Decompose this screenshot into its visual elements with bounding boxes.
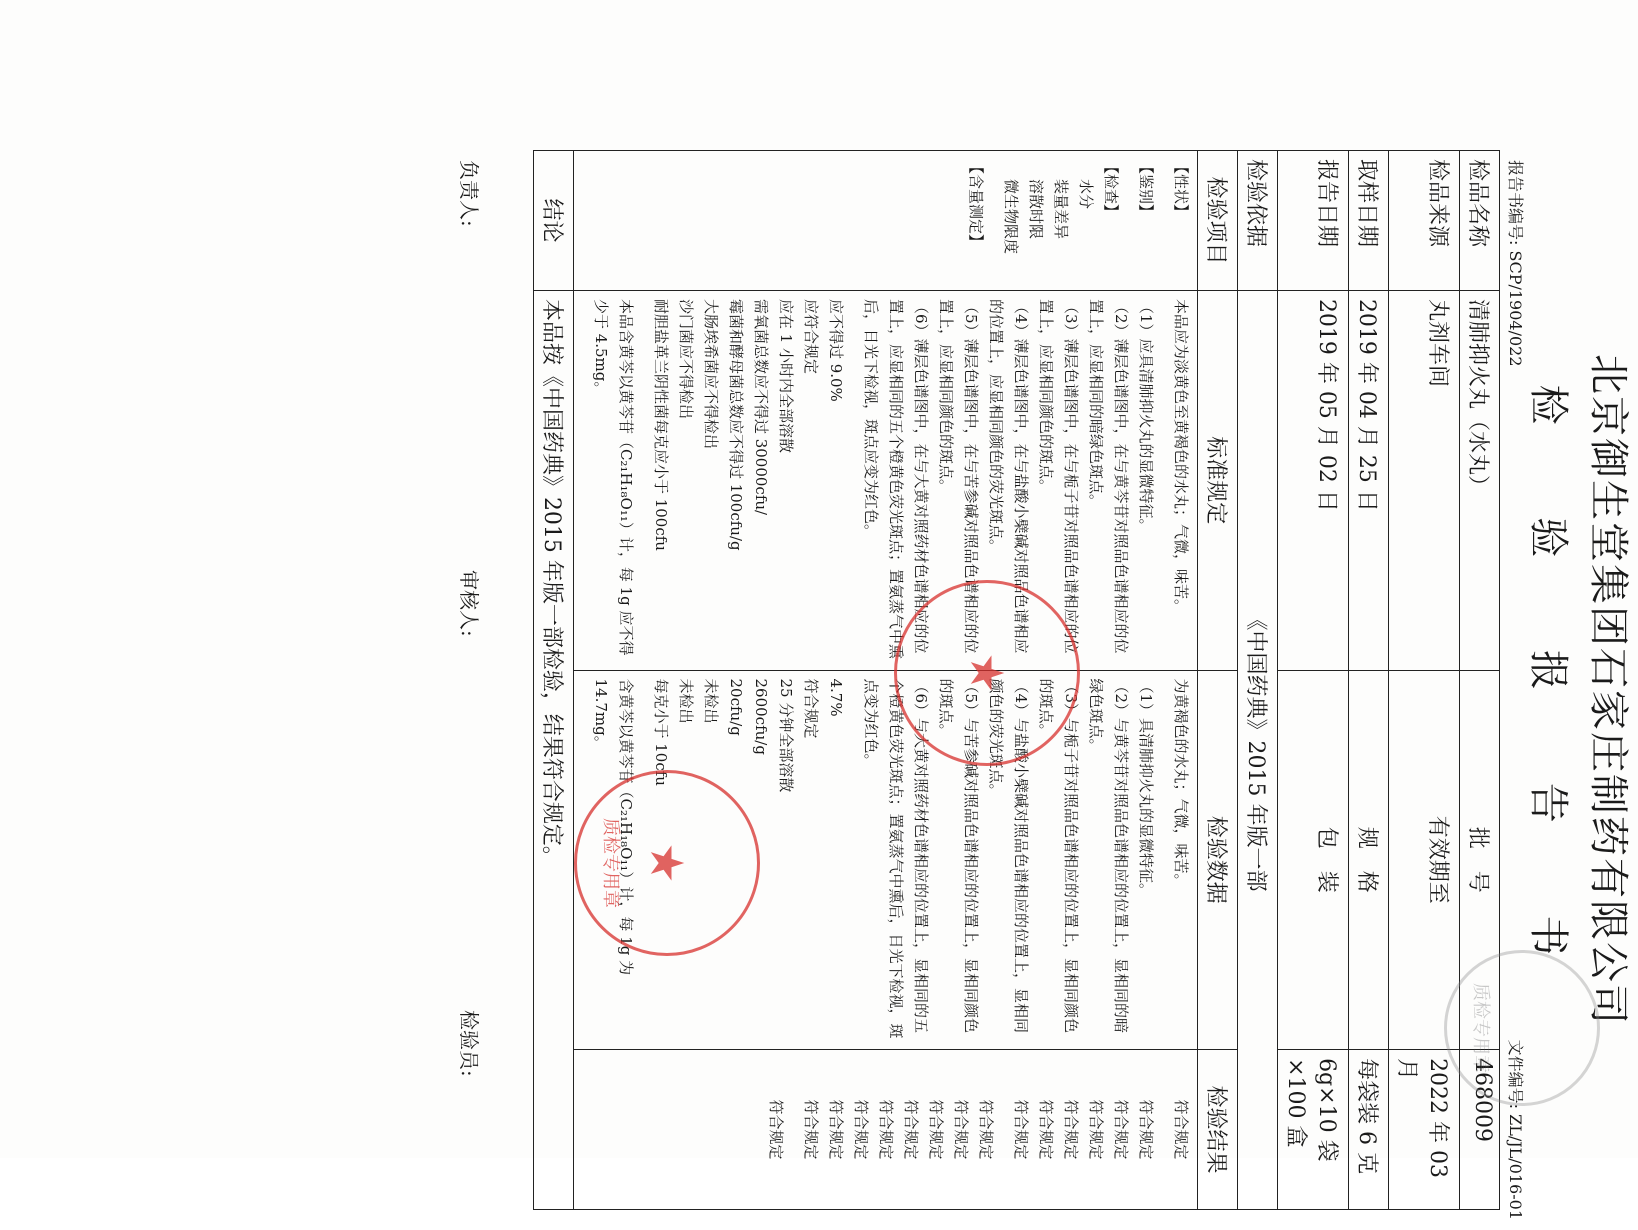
items-column [574, 151, 1198, 291]
data-line: 符合规定 [802, 678, 820, 739]
section-spacer [988, 159, 998, 282]
basis-value: 《中国药典》2015 年版一部 [1238, 290, 1278, 1209]
data-line: 每克小于 10cfu [652, 678, 670, 786]
section-spacer [1158, 299, 1168, 662]
standard-line: 沙门菌应不得检出 [677, 298, 695, 419]
result-line: 符合规定 [1087, 1099, 1105, 1160]
report-number-label: 报告书编号: [1506, 160, 1525, 246]
check-item: 溶散时限 [1027, 179, 1045, 240]
product-label: 检品名称 [1460, 151, 1500, 291]
conclusion-label: 结论 [534, 151, 574, 291]
data-line: （6）与大黄对照药材色谱相应的位置上，显相同的五个橙黄色荧光斑点；置氨蒸气中熏后，日光下检视，斑点变为红色。 [862, 678, 930, 1039]
check-item: 装量差异 [1052, 179, 1070, 240]
section-spacer [638, 299, 648, 662]
data-line: 20cfu/g [727, 678, 745, 736]
section-spacer [998, 1058, 1008, 1201]
stamp-star-icon: ★ [960, 652, 1014, 694]
report-title: 检 验 报 告 书 [1525, 384, 1571, 996]
package-value: 6g×10 袋×100 盒 [1278, 1050, 1349, 1210]
section-name: 【含量测定】 [967, 159, 985, 250]
file-number-label: 文件编号: [1506, 1039, 1525, 1110]
report-date-label: 报告日期 [1278, 151, 1349, 291]
company-title: 北京御生堂集团石家庄制药有限公司 [1585, 354, 1631, 1026]
result-line: 符合规定 [802, 1099, 820, 1160]
standard-line: 霉菌和酵母菌总数应不得过 100cfu/g [727, 298, 745, 551]
data-line: 为黄褐色的水丸；气微，味苦。 [1172, 678, 1190, 889]
standard-line: 需氧菌总数应不得过 30000cfu/ [752, 298, 770, 516]
data-line: 2600cfu/g [752, 678, 770, 755]
check-item: 水分 [1077, 179, 1095, 210]
data-line: （1）具清肺抑火丸的显微特征。 [1137, 678, 1155, 899]
standard-line: 应符合规定 [802, 298, 820, 374]
result-line: 符合规定 [827, 1099, 845, 1160]
section-spacer [578, 299, 588, 662]
standard-line: 本品应为淡黄色至黄褐色的水丸；气微，味苦。 [1172, 298, 1190, 614]
result-line: 符合规定 [1112, 1099, 1130, 1160]
stamp-star-icon: ★ [640, 842, 694, 884]
file-number-value: ZL/JL/016-01 [1506, 1114, 1525, 1220]
sample-date-value: 2019 年 04 月 25 日 [1349, 290, 1389, 670]
header-item: 检验项目 [1198, 151, 1238, 291]
data-line: （4）与盐酸小檗碱对照品色谱相应的位置上，显相同颜色的荧光斑点。 [987, 678, 1030, 1034]
data-line: （2）与黄芩苷对照品色谱相应的位置上，显相同的暗绿色斑点。 [1087, 678, 1130, 1034]
standard-line: 耐胆盐革兰阴性菌每克应小于 100cfu [652, 298, 670, 551]
standard-line: 应不得过 9.0% [827, 298, 845, 402]
result-line: 符合规定 [902, 1099, 920, 1160]
result-line: 符合规定 [1062, 1099, 1080, 1160]
header-standard: 标准规定 [1198, 290, 1238, 670]
batch-label: 批 号 [1460, 670, 1500, 1050]
section-spacer [1158, 1058, 1168, 1201]
section-spacer [953, 159, 963, 282]
standard-line: （5）薄层色谱图中，在与苦参碱对照品色谱相应的位置上，应显相同颜色的斑点。 [937, 298, 980, 654]
data-line: 未检出 [677, 678, 695, 724]
section-spacer [753, 1058, 763, 1201]
result-line: 符合规定 [1037, 1099, 1055, 1160]
data-line: （5）与苦参碱对照品色谱相应的位置上，显相同颜色的斑点。 [937, 678, 980, 1034]
standard-line: （2）薄层色谱图中，在与黄芩苷对照品色谱相应的位置上，应显相同的暗绿色斑点。 [1087, 298, 1130, 654]
result-line: 符合规定 [767, 1099, 785, 1160]
spec-value: 每袋装 6 克 [1349, 1050, 1389, 1210]
red-stamp-label: 质检专用章 [600, 818, 621, 908]
check-item: 微生物限度 [1002, 179, 1020, 255]
result-line: 符合规定 [977, 1099, 995, 1160]
result-line: 符合规定 [877, 1099, 895, 1160]
section-spacer [848, 299, 858, 662]
data-line: 25 分钟全部溶散 [777, 678, 795, 793]
section-spacer [1158, 159, 1168, 282]
gray-stamp [1444, 950, 1600, 1106]
section-spacer [788, 1058, 798, 1201]
results-column [574, 1050, 1198, 1210]
manager-signature-label: 负责人: [457, 160, 481, 227]
inspector-signature-label: 检验员: [457, 1010, 481, 1077]
red-stamp-lower [574, 770, 760, 956]
standard-line: （3）薄层色谱图中，在与栀子苷对照品色谱相应的位置上，应显相同颜色的斑点。 [1037, 298, 1080, 654]
data-line: （3）与栀子苷对照品色谱相应的位置上，显相同颜色的斑点。 [1037, 678, 1080, 1034]
report-date-value: 2019 年 05 月 02 日 [1278, 290, 1349, 670]
section-spacer [848, 679, 858, 1042]
standard-line: 大肠埃希菌应不得检出 [702, 298, 720, 449]
report-number [1505, 160, 1528, 367]
expiry-label: 有效期至 [1389, 670, 1460, 1050]
result-line: 符合规定 [952, 1099, 970, 1160]
batch-value: 468009 [1460, 1050, 1500, 1210]
source-value: 丸剂车间 [1389, 290, 1460, 670]
standard-line: （1）应具清肺抑火丸的显微特征。 [1137, 298, 1155, 534]
expiry-value: 2022 年 03 月 [1389, 1050, 1460, 1210]
package-label: 包 装 [1278, 670, 1349, 1050]
standard-line: 本品含黄芩以黄芩苷（C₂₁H₁₈O₁₁）计，每 1g 应不得少于 4.5mg。 [592, 298, 635, 656]
result-line: 符合规定 [1012, 1099, 1030, 1160]
section-spacer [1123, 159, 1133, 282]
reviewer-signature-label: 审核人: [457, 570, 481, 637]
product-value: 清肺抑火丸（水丸） [1460, 290, 1500, 670]
result-line: 符合规定 [1172, 1099, 1190, 1160]
header-data: 检验数据 [1198, 670, 1238, 1050]
result-line: 符合规定 [852, 1099, 870, 1160]
conclusion-text: 本品按《中国药典》2015 年版一部检验，结果符合规定。 [534, 290, 574, 1209]
data-line: 未检出 [702, 678, 720, 724]
source-label: 检品来源 [1389, 151, 1460, 291]
standard-column [574, 290, 1198, 670]
report-number-value: SCP/1904/022 [1506, 250, 1525, 367]
section-name: 【鉴别】 [1137, 159, 1155, 220]
gray-stamp-label: 质检专用章 [1470, 983, 1491, 1073]
result-line: 符合规定 [1137, 1099, 1155, 1160]
result-line: 符合规定 [927, 1099, 945, 1160]
data-line: 含黄芩以黄芩苷（C₂₁H₁₈O₁₁）计，每 1g 为 14.7mg。 [592, 678, 635, 976]
data-line: 4.7% [827, 678, 845, 717]
section-name: 【性状】 [1172, 159, 1190, 220]
rotated-report [210, 150, 1638, 1230]
standard-line: （6）薄层色谱图中，在与大黄对照药材色谱相应的位置上，应显相同的五个橙黄色荧光斑点；置氨蒸气中熏后，日光下检视，斑点应变为红色。 [862, 298, 930, 659]
standard-line: 应在 1 小时内全部溶散 [777, 298, 795, 454]
spec-label: 规 格 [1349, 670, 1389, 1050]
section-name: 【检查】 [1102, 159, 1120, 220]
section-spacer [1158, 679, 1168, 1042]
red-stamp-middle [894, 580, 1080, 766]
basis-label: 检验依据 [1238, 151, 1278, 291]
sample-date-label: 取样日期 [1349, 151, 1389, 291]
standard-line: （4）薄层色谱图中，在与盐酸小檗碱对照品色谱相应的位置上，应显相同颜色的荧光斑点。 [987, 298, 1030, 654]
header-result: 检验结果 [1198, 1050, 1238, 1210]
